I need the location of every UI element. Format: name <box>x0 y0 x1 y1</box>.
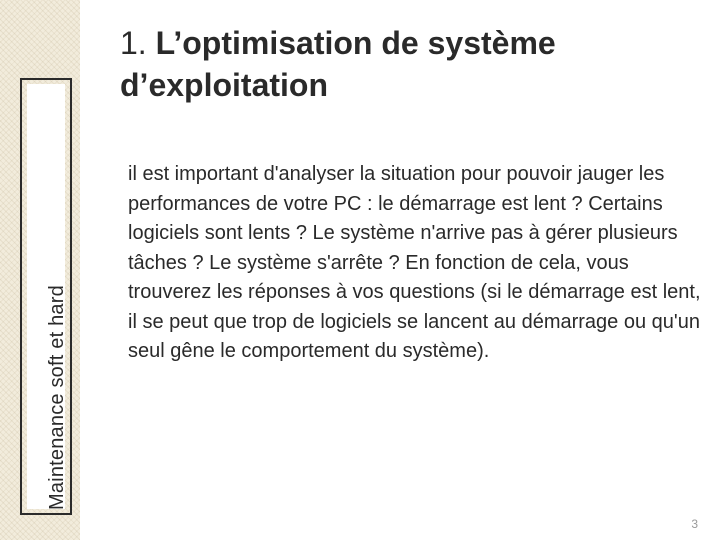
slide-title <box>120 22 680 106</box>
slide-title-text: L’optimisation de système d’exploitation <box>120 25 556 103</box>
page-number: 3 <box>691 517 698 531</box>
slide-body-text: il est important d'analyser la situation pour pouvoir jauger les performances de votre PC : le démarrage est lent ? Certains logiciels sont lents ? Le système n'arrive pas à gérer plusieurs tâches ? Le système s'arrête ? En fonction de cela, vous trouverez les réponses à vos questions (si le démarrage est lent, il se peut que trop de logiciels se lancent au démarrage ou qu'un seul gêne le comportement du système). <box>128 163 701 362</box>
slide-title-number: 1. <box>120 25 147 61</box>
side-section-label: Maintenance soft et hard <box>46 285 68 510</box>
